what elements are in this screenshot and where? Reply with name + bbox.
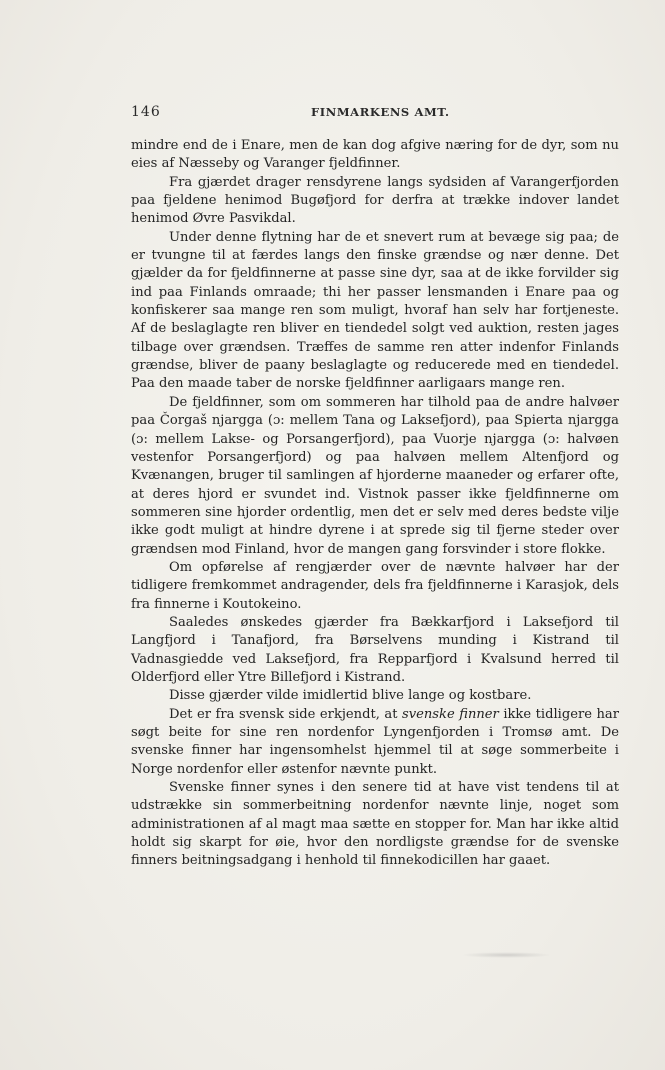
paragraph-migration-border: Under denne flytning har de et snevert rum at bevæge sig paa; de er tvungne til at færdes langs den finske grændse og nær denne. Det gjælder da for fjeldfinnerne at passe sine dyr, saa at de ikke forvilder sig ind paa Finlands omraade; thi her passer lensmanden i Enare paa og konfiskerer saa mange ren som muligt, hvoraf han selv har fortjeneste. Af de beslaglagte ren bliver en tiendedel solgt ved auktion, resten jages tilbage over grændsen. Træffes de samme ren atter indenfor Finlands grændse, bliver de paany beslaglagte og reducerede med en tiendedel. Paa den maade taber de norske fjeldfinner aarligaars mange ren. [131,229,619,392]
paragraph-peninsula-herders: De fjeldfinner, som om sommeren har tilhold paa de andre halvøer paa Čorgaš njargga (ɔ: mellem Tana og Laksefjord), paa Spierta njargga (ɔ: mellem Lakse- og Porsangerfjord), paa Vuorje njargga (ɔ: halvøen vestenfor Porsangerfjord) og paa halvøen mellem Altenfjord og Kvænangen, bruger til samlingen af hjorderne maaneder og erfarer ofte, at deres hjord er svundet ind. Vistnok passer ikke fjeldfinnerne om sommeren sine hjorder ordentlig, men det er selv med deres bedste vilje ikke godt muligt at hindre dyrene i at sprede sig til fjerne steder over grændsen mod Finland, hvor de mangen gang forsvinder i store flokke. [131,394,619,557]
body-text [131,137,619,871]
paragraph-swedish-finns [131,706,619,779]
page-header [131,104,531,124]
paragraph-swedish-tendency: Svenske finner synes i den senere tid at have vist tendens til at udstrække sin sommerbeitning nordenfor nævnte linje, noget som administrationen af al magt maa sætte en stopper for. Man har ikke altid holdt sig skarpt for øie, hvor den nordligste grændse for de svenske finners beitningsadgang i henhold til finnekodicillen har gaaet. [131,780,619,869]
paragraph-swedish-finns-after: ikke tidligere har søgt beite for sine ren nordenfor Lyngenfjorden i Tromsø amt. De svenske finner har ingensomhelst hjemmel til at søge sommerbeite i Norge nordenfor eller østenfor nævnte punkt. [131,706,619,777]
paragraph-reindeer-route: Fra gjærdet drager rensdyrene langs sydsiden af Varangerfjorden paa fjeldene henimod Bugøfjord for derfra at trække indover landet henimod Øvre Pasvikdal. [131,174,619,227]
print-smudge [462,952,552,958]
paragraph-fence-cost: Disse gjærder vilde imidlertid blive lange og kostbare. [169,688,532,704]
paragraph-swedish-finns-emphasis: svenske finner [402,706,499,722]
paragraph-continuation: mindre end de i Enare, men de kan dog afgive næring for de dyr, som nu eies af Næsseby og Varanger fjeldfinner. [131,138,619,172]
paragraph-swedish-finns-before: Det er fra svensk side erkjendt, at [169,706,402,722]
paragraph-desired-fences: Saaledes ønskedes gjærder fra Bækkarfjord i Laksefjord til Langfjord i Tanafjord, fra Børselvens munding i Kistrand til Vadnasgiedde ved Laksefjord, fra Repparfjord i Kvalsund herred til Olderfjord eller Ytre Billefjord i Kistrand. [131,614,619,685]
running-head: FINMARKENS AMT. [311,105,450,119]
page-number: 146 [131,104,161,120]
paragraph-fence-petitions: Om opførelse af rengjærder over de nævnte halvøer har der tidligere fremkommet andragender, dels fra fjeldfinnerne i Karasjok, dels fra finnerne i Koutokeino. [131,559,619,612]
